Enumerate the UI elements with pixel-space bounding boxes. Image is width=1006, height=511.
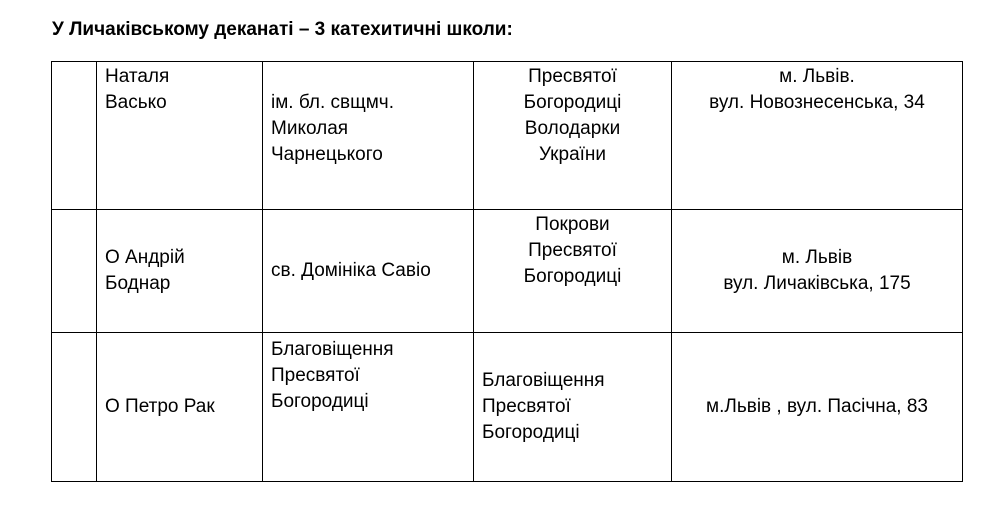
address-line: вул. Личаківська, 175 — [723, 273, 911, 294]
parish-line: Пресвятої — [482, 396, 571, 417]
school-name-line: Пресвятої — [271, 365, 360, 386]
catechetical-schools-table — [51, 61, 963, 482]
parish-line: Пресвятої — [528, 66, 617, 87]
parish-cell — [474, 210, 672, 333]
catechist-line: О Петро Рак — [105, 396, 215, 417]
catechist-line: Наталя — [105, 66, 170, 87]
number-cell — [52, 333, 97, 482]
parish-line: Володарки — [524, 118, 621, 139]
school-name-line: Чарнецького — [271, 144, 383, 165]
catechist-line: Васько — [105, 92, 167, 113]
parish-line: Благовіщення — [482, 370, 605, 391]
parish-line: України — [538, 144, 607, 165]
catechist-cell — [97, 62, 263, 210]
school-name-cell — [263, 210, 474, 333]
address-line: м. Львів — [781, 247, 853, 268]
number-cell — [52, 210, 97, 333]
address-line: м.Львів , вул. Пасічна, 83 — [706, 396, 928, 417]
address-line: м. Львів. — [779, 66, 855, 87]
school-name-line: Благовіщення — [271, 339, 394, 360]
parish-line: Покрови — [535, 214, 610, 235]
parish-line: Пресвятої — [528, 240, 617, 261]
school-name-cell — [263, 62, 474, 210]
catechist-line: О Андрій — [105, 247, 185, 268]
school-name-line: Богородиці — [271, 391, 369, 412]
table-row — [52, 333, 963, 482]
address-cell — [672, 210, 963, 333]
table-row — [52, 210, 963, 333]
parish-cell — [474, 62, 672, 210]
address-line: вул. Новознесенська, 34 — [709, 92, 925, 113]
school-name-line: св. Домініка Савіо — [271, 260, 431, 281]
address-cell — [672, 333, 963, 482]
page-title: У Личаківському деканаті – 3 катехитичні школи: — [52, 19, 513, 40]
school-name-line: ім. бл. свщмч. — [271, 92, 394, 113]
number-cell — [52, 62, 97, 210]
school-name-line: Миколая — [271, 118, 349, 139]
catechist-cell — [97, 210, 263, 333]
school-name-cell — [263, 333, 474, 482]
parish-cell — [474, 333, 672, 482]
table-row — [52, 62, 963, 210]
address-cell — [672, 62, 963, 210]
catechist-cell — [97, 333, 263, 482]
parish-line: Богородиці — [523, 92, 622, 113]
catechist-line: Боднар — [105, 273, 171, 294]
parish-line: Богородиці — [523, 266, 622, 287]
parish-line: Богородиці — [482, 422, 580, 443]
